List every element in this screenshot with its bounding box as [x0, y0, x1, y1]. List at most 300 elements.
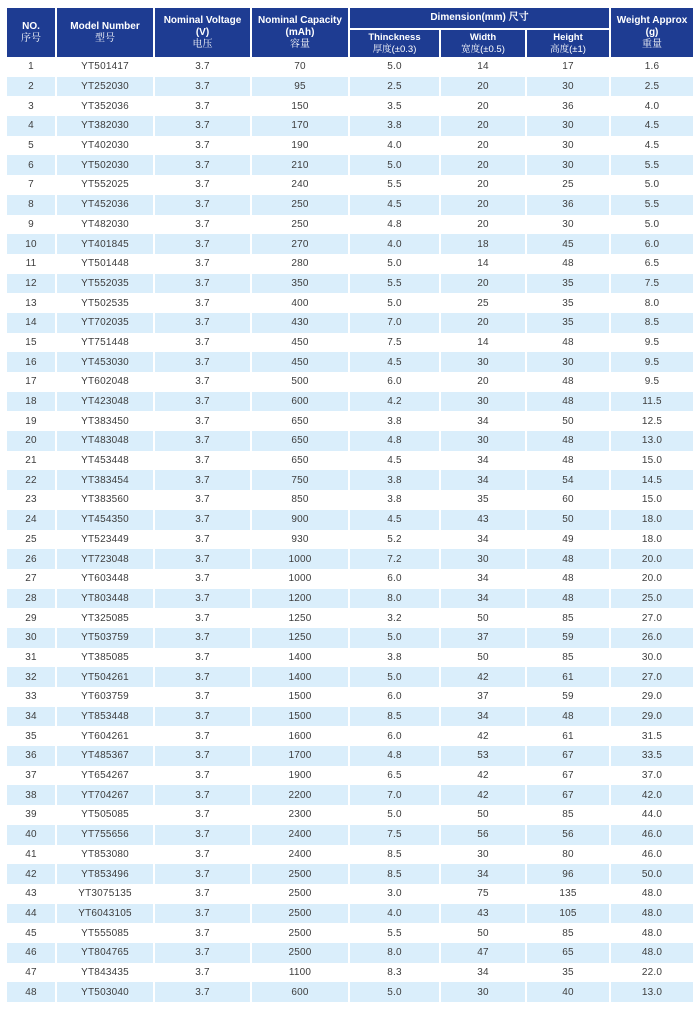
- weight-cell: 6.5: [644, 258, 660, 270]
- no-cell: 36: [7, 746, 55, 766]
- width-cell: 35: [477, 494, 489, 506]
- voltage-cell: 3.7: [195, 809, 210, 821]
- model-number-cell: YT843435: [81, 966, 129, 978]
- weight-cell: 12.5: [641, 415, 663, 427]
- weight-cell: 8.5: [611, 313, 693, 333]
- header-weight-unit: (g): [645, 26, 659, 38]
- thickness-cell: 5.0: [387, 297, 402, 309]
- table-row: [7, 608, 693, 628]
- header-model-zh: 型号: [95, 32, 115, 44]
- table-row: [7, 569, 693, 589]
- no-cell: 12: [7, 274, 55, 294]
- height-cell: 48: [527, 707, 609, 727]
- voltage-cell: 3.7: [155, 628, 250, 648]
- weight-cell: 13.0: [611, 431, 693, 451]
- voltage-cell: 3.7: [155, 825, 250, 845]
- weight-cell: 15.0: [641, 455, 663, 467]
- voltage-cell: 3.7: [155, 352, 250, 372]
- width-cell: 42: [441, 667, 525, 687]
- capacity-cell: 2300: [288, 809, 312, 821]
- capacity-cell: 250: [291, 218, 309, 230]
- table-row: [7, 726, 693, 746]
- capacity-cell: 1250: [252, 628, 348, 648]
- weight-cell: 9.5: [644, 336, 660, 348]
- thickness-cell: 7.5: [350, 825, 439, 845]
- no-cell: 14: [7, 313, 55, 333]
- weight-cell: 48.0: [611, 943, 693, 963]
- height-cell: 48: [562, 455, 574, 467]
- thickness-cell: 4.0: [387, 140, 402, 152]
- height-cell: 45: [527, 234, 609, 254]
- voltage-cell: 3.7: [155, 549, 250, 569]
- no-cell: 6: [7, 155, 55, 175]
- table-row: [7, 175, 693, 195]
- model-number-cell: YT402030: [81, 140, 129, 152]
- no-cell: 22: [7, 470, 55, 490]
- model-number-cell: YT3075135: [78, 888, 132, 900]
- width-cell: 20: [477, 140, 489, 152]
- weight-cell: 18.0: [641, 533, 663, 545]
- voltage-cell: 3.7: [155, 116, 250, 136]
- thickness-cell: 6.0: [387, 376, 402, 388]
- weight-cell: 5.0: [644, 179, 660, 191]
- thickness-cell: 5.5: [387, 927, 402, 939]
- table-row: [7, 451, 693, 471]
- capacity-cell: 1600: [288, 730, 312, 742]
- model-number-cell: YT603448: [81, 573, 129, 585]
- model-number-cell: YT502030: [57, 155, 153, 175]
- no-cell: 5: [28, 140, 34, 152]
- no-cell: 47: [25, 966, 37, 978]
- height-cell: 59: [527, 628, 609, 648]
- no-cell: 39: [25, 809, 37, 821]
- no-cell: 18: [7, 392, 55, 412]
- voltage-cell: 3.7: [155, 746, 250, 766]
- capacity-cell: 500: [291, 376, 309, 388]
- table-row: [7, 470, 693, 490]
- capacity-cell: 650: [291, 455, 309, 467]
- capacity-cell: 750: [252, 470, 348, 490]
- model-number-cell: YT383454: [57, 470, 153, 490]
- capacity-cell: 190: [291, 140, 309, 152]
- weight-cell: 18.0: [611, 510, 693, 530]
- width-cell: 42: [477, 770, 489, 782]
- voltage-cell: 3.7: [155, 77, 250, 97]
- width-cell: 20: [441, 313, 525, 333]
- weight-cell: 2.5: [611, 77, 693, 97]
- table-row: [7, 352, 693, 372]
- no-cell: 19: [25, 415, 37, 427]
- model-number-cell: YT383450: [81, 415, 129, 427]
- width-cell: 75: [477, 888, 489, 900]
- no-cell: 32: [7, 667, 55, 687]
- thickness-cell: 3.8: [387, 651, 402, 663]
- width-cell: 30: [441, 982, 525, 1002]
- table-row: [7, 628, 693, 648]
- header-capacity-unit: (mAh): [285, 26, 315, 38]
- no-cell: 31: [25, 651, 37, 663]
- thickness-cell: 3.2: [387, 612, 402, 624]
- no-cell: 28: [7, 589, 55, 609]
- no-cell: 3: [28, 100, 34, 112]
- weight-cell: 50.0: [611, 864, 693, 884]
- height-cell: 65: [527, 943, 609, 963]
- table-body: [7, 57, 693, 1002]
- weight-cell: 9.5: [611, 352, 693, 372]
- header-model: [57, 8, 153, 57]
- height-cell: 49: [562, 533, 574, 545]
- no-cell: 2: [7, 77, 55, 97]
- height-cell: 96: [527, 864, 609, 884]
- width-cell: 47: [441, 943, 525, 963]
- capacity-cell: 1700: [252, 746, 348, 766]
- width-cell: 20: [441, 195, 525, 215]
- table-row: [7, 785, 693, 805]
- model-number-cell: YT401845: [57, 234, 153, 254]
- capacity-cell: 350: [252, 274, 348, 294]
- capacity-cell: 1000: [252, 549, 348, 569]
- width-cell: 50: [477, 927, 489, 939]
- weight-cell: 44.0: [641, 809, 663, 821]
- header-capacity-zh: 容量: [290, 38, 310, 50]
- capacity-cell: 280: [291, 258, 309, 270]
- width-cell: 25: [477, 297, 489, 309]
- thickness-cell: 5.2: [387, 533, 402, 545]
- capacity-cell: 600: [252, 982, 348, 1002]
- weight-cell: 26.0: [611, 628, 693, 648]
- thickness-cell: 4.0: [350, 234, 439, 254]
- table-row: [7, 864, 693, 884]
- header-weight: [611, 8, 693, 57]
- width-cell: 30: [441, 549, 525, 569]
- table-header: [7, 8, 693, 57]
- thickness-cell: 5.0: [350, 155, 439, 175]
- height-cell: 67: [562, 770, 574, 782]
- thickness-cell: 3.8: [350, 116, 439, 136]
- model-number-cell: YT504261: [57, 667, 153, 687]
- width-cell: 50: [477, 651, 489, 663]
- table-row: [7, 667, 693, 687]
- model-number-cell: YT555085: [81, 927, 129, 939]
- table-row: [7, 963, 693, 983]
- width-cell: 20: [477, 179, 489, 191]
- voltage-cell: 3.7: [195, 455, 210, 467]
- weight-cell: 11.5: [611, 392, 693, 412]
- capacity-cell: 250: [252, 195, 348, 215]
- weight-cell: 22.0: [641, 966, 663, 978]
- model-number-cell: YT704267: [57, 785, 153, 805]
- no-cell: 17: [25, 376, 37, 388]
- header-thickness-zh: 厚度(±0.3): [372, 43, 417, 55]
- capacity-cell: 400: [291, 297, 309, 309]
- header-no-en: NO.: [22, 20, 40, 32]
- width-cell: 14: [477, 258, 489, 270]
- no-cell: 16: [7, 352, 55, 372]
- height-cell: 48: [562, 258, 574, 270]
- thickness-cell: 8.5: [350, 707, 439, 727]
- thickness-cell: 8.0: [350, 943, 439, 963]
- height-cell: 35: [527, 313, 609, 333]
- weight-cell: 29.0: [611, 707, 693, 727]
- voltage-cell: 3.7: [195, 100, 210, 112]
- voltage-cell: 3.7: [155, 195, 250, 215]
- weight-cell: 1.6: [644, 61, 660, 73]
- header-dimension-label: Dimension(mm) 尺寸: [430, 12, 529, 23]
- no-cell: 24: [7, 510, 55, 530]
- table-row: [7, 431, 693, 451]
- weight-cell: 30.0: [641, 651, 663, 663]
- no-cell: 15: [25, 336, 37, 348]
- weight-cell: 13.0: [611, 982, 693, 1002]
- width-cell: 14: [477, 61, 489, 73]
- model-number-cell: YT853496: [57, 864, 153, 884]
- no-cell: 41: [25, 848, 37, 860]
- table-row: [7, 549, 693, 569]
- no-cell: 45: [25, 927, 37, 939]
- thickness-cell: 5.0: [350, 667, 439, 687]
- height-cell: 54: [527, 470, 609, 490]
- model-number-cell: YT505085: [81, 809, 129, 821]
- width-cell: 50: [477, 612, 489, 624]
- weight-cell: 46.0: [641, 848, 663, 860]
- capacity-cell: 650: [291, 415, 309, 427]
- voltage-cell: 3.7: [195, 179, 210, 191]
- no-cell: 10: [7, 234, 55, 254]
- width-cell: 20: [441, 274, 525, 294]
- table-row: [7, 884, 693, 904]
- height-cell: 61: [527, 667, 609, 687]
- width-cell: 34: [477, 966, 489, 978]
- thickness-cell: 3.8: [387, 494, 402, 506]
- height-cell: 25: [562, 179, 574, 191]
- voltage-cell: 3.7: [155, 982, 250, 1002]
- voltage-cell: 3.7: [195, 61, 210, 73]
- voltage-cell: 3.7: [195, 297, 210, 309]
- table-row: [7, 411, 693, 431]
- model-number-cell: YT385085: [81, 651, 129, 663]
- height-cell: 85: [562, 809, 574, 821]
- height-cell: 35: [562, 297, 574, 309]
- height-cell: 85: [562, 927, 574, 939]
- table-row: [7, 215, 693, 235]
- header-no: [7, 8, 55, 57]
- thickness-cell: 5.0: [387, 61, 402, 73]
- width-cell: 50: [477, 809, 489, 821]
- width-cell: 20: [441, 155, 525, 175]
- height-cell: 48: [562, 376, 574, 388]
- weight-cell: 48.0: [641, 927, 663, 939]
- model-number-cell: YT751448: [81, 336, 129, 348]
- width-cell: 20: [441, 116, 525, 136]
- voltage-cell: 3.7: [195, 651, 210, 663]
- thickness-cell: 3.0: [387, 888, 402, 900]
- width-cell: 34: [477, 415, 489, 427]
- height-cell: 30: [562, 140, 574, 152]
- header-width-zh: 宽度(±0.5): [461, 43, 505, 55]
- voltage-cell: 3.7: [195, 415, 210, 427]
- weight-cell: 25.0: [611, 589, 693, 609]
- voltage-cell: 3.7: [195, 612, 210, 624]
- capacity-cell: 2200: [252, 785, 348, 805]
- thickness-cell: 6.0: [387, 573, 402, 585]
- width-cell: 20: [477, 376, 489, 388]
- height-cell: 48: [527, 549, 609, 569]
- height-cell: 48: [562, 573, 574, 585]
- table-row: [7, 293, 693, 313]
- table-row: [7, 943, 693, 963]
- weight-cell: 15.0: [641, 494, 663, 506]
- no-cell: 26: [7, 549, 55, 569]
- height-cell: 36: [527, 195, 609, 215]
- capacity-cell: 430: [252, 313, 348, 333]
- weight-cell: 14.5: [611, 470, 693, 490]
- model-number-cell: YT454350: [57, 510, 153, 530]
- no-cell: 7: [28, 179, 34, 191]
- no-cell: 25: [25, 533, 37, 545]
- height-cell: 17: [562, 61, 574, 73]
- model-number-cell: YT352036: [81, 100, 129, 112]
- width-cell: 53: [441, 746, 525, 766]
- width-cell: 34: [477, 573, 489, 585]
- capacity-cell: 2500: [252, 904, 348, 924]
- model-number-cell: YT325085: [81, 612, 129, 624]
- voltage-cell: 3.7: [195, 848, 210, 860]
- capacity-cell: 210: [252, 155, 348, 175]
- no-cell: 38: [7, 785, 55, 805]
- capacity-cell: 95: [252, 77, 348, 97]
- voltage-cell: 3.7: [155, 785, 250, 805]
- weight-cell: 8.0: [644, 297, 660, 309]
- header-thickness: [350, 30, 439, 57]
- capacity-cell: 1200: [252, 589, 348, 609]
- table-row: [7, 687, 693, 707]
- voltage-cell: 3.7: [155, 667, 250, 687]
- height-cell: 30: [562, 218, 574, 230]
- thickness-cell: 3.5: [387, 100, 402, 112]
- table-row: [7, 530, 693, 550]
- no-cell: 21: [25, 455, 37, 467]
- table-row: [7, 234, 693, 254]
- voltage-cell: 3.7: [195, 336, 210, 348]
- thickness-cell: 4.5: [350, 195, 439, 215]
- voltage-cell: 3.7: [195, 140, 210, 152]
- weight-cell: 27.0: [641, 612, 663, 624]
- thickness-cell: 3.8: [350, 470, 439, 490]
- capacity-cell: 1500: [252, 707, 348, 727]
- height-cell: 30: [527, 77, 609, 97]
- table-row: [7, 254, 693, 274]
- table-row: [7, 274, 693, 294]
- table-row: [7, 845, 693, 865]
- no-cell: 11: [25, 258, 37, 270]
- width-cell: 56: [441, 825, 525, 845]
- capacity-cell: 900: [252, 510, 348, 530]
- table-row: [7, 313, 693, 333]
- no-cell: 34: [7, 707, 55, 727]
- no-cell: 42: [7, 864, 55, 884]
- height-cell: 48: [527, 589, 609, 609]
- capacity-cell: 150: [291, 100, 309, 112]
- header-height-zh: 高度(±1): [550, 43, 586, 55]
- width-cell: 20: [441, 77, 525, 97]
- voltage-cell: 3.7: [195, 927, 210, 939]
- no-cell: 13: [25, 297, 37, 309]
- capacity-cell: 240: [291, 179, 309, 191]
- no-cell: 27: [25, 573, 37, 585]
- width-cell: 34: [441, 864, 525, 884]
- thickness-cell: 4.0: [350, 904, 439, 924]
- model-number-cell: YT804765: [57, 943, 153, 963]
- model-number-cell: YT483048: [57, 431, 153, 451]
- voltage-cell: 3.7: [155, 274, 250, 294]
- width-cell: 34: [441, 589, 525, 609]
- width-cell: 34: [477, 533, 489, 545]
- width-cell: 30: [441, 352, 525, 372]
- header-voltage: [155, 8, 250, 57]
- no-cell: 4: [7, 116, 55, 136]
- capacity-cell: 170: [252, 116, 348, 136]
- height-cell: 105: [527, 904, 609, 924]
- height-cell: 85: [562, 651, 574, 663]
- model-number-cell: YT501448: [81, 258, 129, 270]
- no-cell: 30: [7, 628, 55, 648]
- capacity-cell: 1400: [288, 651, 312, 663]
- table-row: [7, 923, 693, 943]
- voltage-cell: 3.7: [155, 155, 250, 175]
- voltage-cell: 3.7: [195, 218, 210, 230]
- thickness-cell: 3.8: [387, 415, 402, 427]
- model-number-cell: YT552035: [57, 274, 153, 294]
- model-number-cell: YT503759: [57, 628, 153, 648]
- capacity-cell: 1100: [288, 966, 312, 978]
- table-row: [7, 392, 693, 412]
- weight-cell: 7.5: [611, 274, 693, 294]
- height-cell: 30: [527, 116, 609, 136]
- capacity-cell: 270: [252, 234, 348, 254]
- table-row: [7, 136, 693, 156]
- model-number-cell: YT453448: [81, 455, 129, 467]
- height-cell: 50: [527, 510, 609, 530]
- model-number-cell: YT523449: [81, 533, 129, 545]
- no-cell: 33: [25, 691, 37, 703]
- voltage-cell: 3.7: [195, 376, 210, 388]
- capacity-cell: 2500: [252, 864, 348, 884]
- voltage-cell: 3.7: [195, 730, 210, 742]
- thickness-cell: 6.5: [387, 770, 402, 782]
- weight-cell: 46.0: [611, 825, 693, 845]
- no-cell: 37: [25, 770, 37, 782]
- model-number-cell: YT423048: [57, 392, 153, 412]
- height-cell: 61: [562, 730, 574, 742]
- width-cell: 20: [477, 218, 489, 230]
- no-cell: 48: [7, 982, 55, 1002]
- no-cell: 1: [28, 61, 34, 73]
- weight-cell: 27.0: [611, 667, 693, 687]
- header-weight-en: Weight Approx: [616, 14, 688, 26]
- model-number-cell: YT501417: [81, 61, 129, 73]
- weight-cell: 4.5: [611, 116, 693, 136]
- thickness-cell: 5.0: [387, 258, 402, 270]
- table-row: [7, 766, 693, 786]
- thickness-cell: 5.5: [350, 274, 439, 294]
- table-row: [7, 982, 693, 1002]
- thickness-cell: 5.5: [387, 179, 402, 191]
- weight-cell: 48.0: [611, 904, 693, 924]
- capacity-cell: 1250: [288, 612, 312, 624]
- height-cell: 60: [562, 494, 574, 506]
- model-number-cell: YT853080: [81, 848, 129, 860]
- width-cell: 20: [477, 100, 489, 112]
